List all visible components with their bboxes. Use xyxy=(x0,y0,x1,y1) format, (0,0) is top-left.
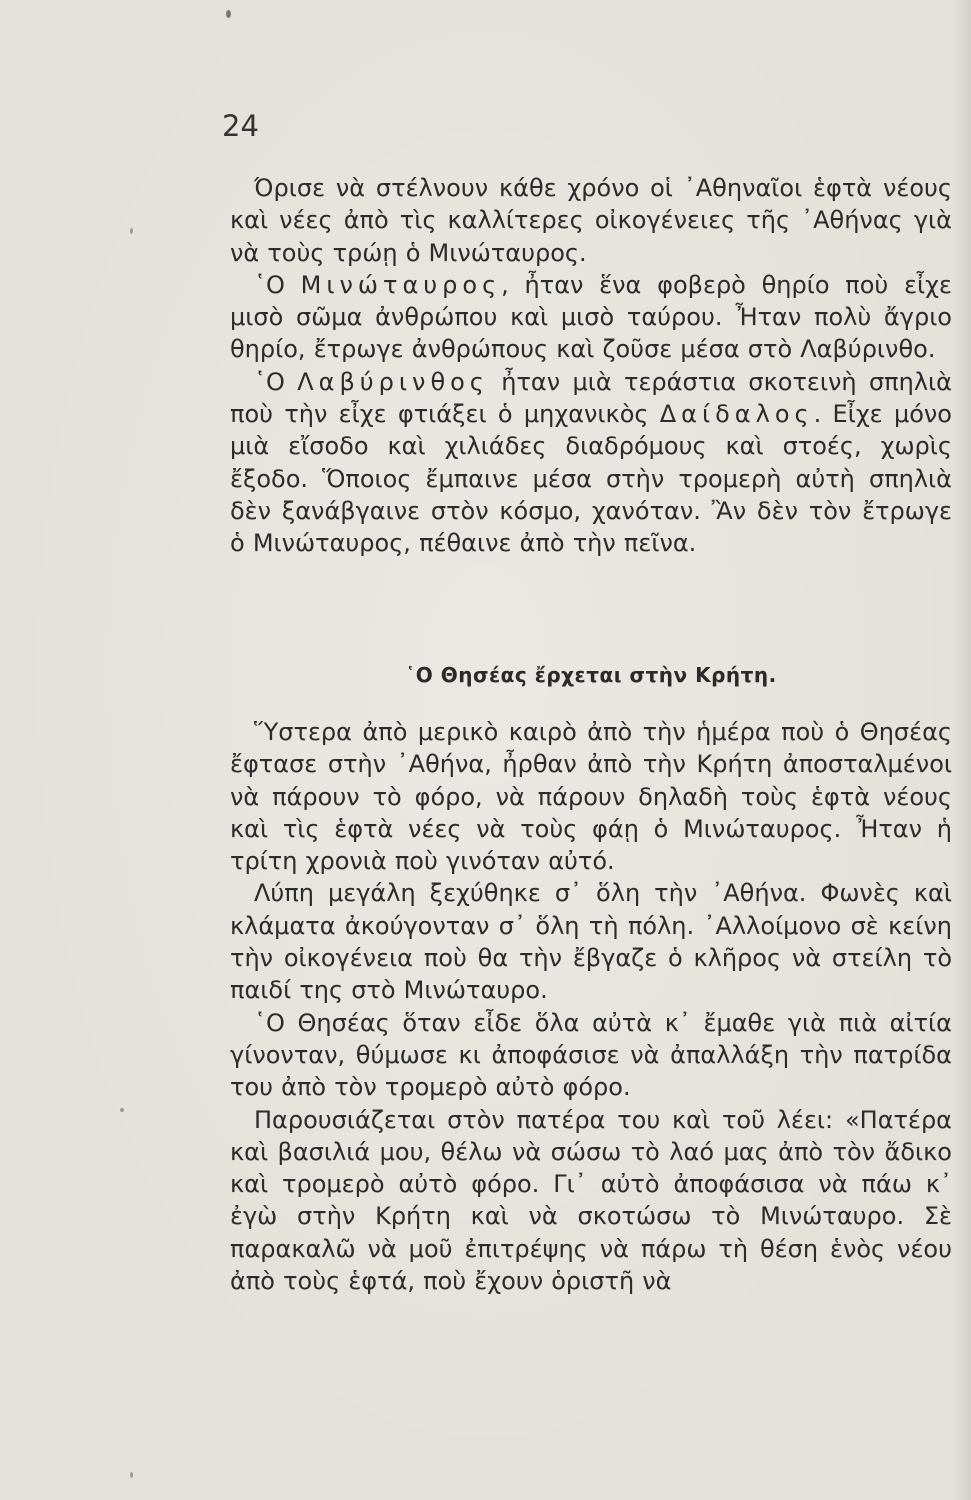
spaced-name: Δαίδαλος xyxy=(659,400,814,429)
paragraph xyxy=(230,877,952,1006)
text-run: ῾Ο xyxy=(254,270,301,299)
spaced-name: Μινώταυρος xyxy=(300,270,502,299)
ink-speck xyxy=(120,1108,124,1112)
text-section-theseus xyxy=(230,716,952,1297)
section-heading: ῾Ο Θησέας ἔρχεται στὴν Κρήτη. xyxy=(405,663,777,687)
spaced-name: Λαβύρινθος xyxy=(297,367,489,396)
ink-speck xyxy=(130,1472,133,1478)
text-run: ἦταν μιὰ τεράστια σκοτεινὴ σπηλιὰ ποὺ τὴν εἶχε φτιάξει ὁ μηχανικὸς xyxy=(230,367,952,429)
ink-speck xyxy=(226,10,231,18)
paragraph xyxy=(230,1007,952,1104)
text-run: Παρουσιάζεται στὸν πατέρα του καὶ τοῦ λέει: «Πατέρα καὶ βασιλιά μου, θέλω νὰ σώσω τὸ λαό μας ἀπὸ τὸν ἄδικο καὶ τρομερὸ αὐτὸ φόρο. Γι᾿ αὐτὸ ἀποφάσισα νὰ πάω κ᾿ ἐγὼ στὴν Κρήτη καὶ νὰ σκοτώσω τὸ Μινώταυρο. Σὲ παρακαλῶ νὰ μοῦ ἐπιτρέψης νὰ πάρω τὴ θέση ἑνὸς νέου ἀπὸ τοὺς ἑφτά, ποὺ ἔχουν ὁριστῆ νὰ xyxy=(230,1105,952,1296)
page-edge-shadow xyxy=(953,0,971,1500)
text-run: Λύπη μεγάλη ξεχύθηκε σ᾿ ὅλη τὴν ᾿Αθήνα. Φωνὲς καὶ κλάματα ἀκούγονταν σ᾿ ὅλη τὴ πόλη. ᾿Αλλοίμονο σὲ κείνη τὴν οἰκογένεια ποὺ θα τὴν ἔβγαζε ὁ κλῆρος νὰ στείλη τὸ παιδί της στὸ Μινώταυρο. xyxy=(230,879,952,1005)
paragraph xyxy=(230,269,952,366)
text-run: ῾Ο Θησέας ὅταν εἶδε ὅλα αὐτὰ κ᾿ ἔμαθε γιὰ πιὰ αἰτία γίνονταν, θύμωσε κι ἀποφάσισε νὰ ἀπαλλάξη τὴν πατρίδα του ἀπὸ τὸν τρομερὸ αὐτὸ φόρο. xyxy=(230,1008,952,1102)
paragraph xyxy=(230,716,952,877)
page-number: 24 xyxy=(222,109,259,143)
paragraph xyxy=(230,366,952,560)
text-run: , ἦταν ἕνα φοβερὸ θηρίο ποὺ εἶχε μισὸ σῶμα ἀνθρώπου καὶ μισὸ ταύρου. Ἦταν πολὺ ἄγριο θηρίο, ἔτρωγε ἀνθρώπους καὶ ζοῦσε μέσα στὸ Λαβύρινθο. xyxy=(230,270,952,364)
ink-speck xyxy=(130,228,133,234)
text-run: ῾Ο xyxy=(254,367,298,396)
paragraph xyxy=(230,1104,952,1298)
text-run: Όρισε νὰ στέλνουν κάθε χρόνο οἱ ᾿Αθηναῖοι ἑφτὰ νέους καὶ νέες ἀπὸ τὶς καλλίτερες οἰκογένειες τῆς ᾿Αθήνας γιὰ νὰ τοὺς τρώῃ ὁ Μινώταυρος. xyxy=(230,174,952,267)
paragraph xyxy=(230,172,952,269)
text-run: . Εἶχε μόνο μιὰ εἴσοδο καὶ χιλιάδες διαδρόμους καὶ στοές, χωρὶς ἔξοδο. Ὅποιος ἔμπαινε μέσα στὴν τρομερὴ αὐτὴ σπηλιὰ δὲν ξανάβγαινε στὸν κόσμο, χανόταν. Ἂν δὲν τὸν ἔτρωγε ὁ Μινώταυρος, πέθαινε ἀπὸ τὴν πεῖνα. xyxy=(230,400,952,558)
text-section-intro xyxy=(230,172,952,560)
text-run: Ὕστερα ἀπὸ μερικὸ καιρὸ ἀπὸ τὴν ἡμέρα ποὺ ὁ Θησέας ἔφτασε στὴν ᾿Αθήνα, ἦρθαν ἀπὸ τὴν Κρήτη ἀποσταλμένοι νὰ πάρουν τὸ φόρο, νὰ πάρουν δηλαδὴ τοὺς ἑφτὰ νέους καὶ τὶς ἑφτὰ νέες νὰ τοὺς φάῃ ὁ Μινώταυρος. Ἦταν ἡ τρίτη χρονιὰ ποὺ γινόταν αὐτό. xyxy=(230,718,952,876)
